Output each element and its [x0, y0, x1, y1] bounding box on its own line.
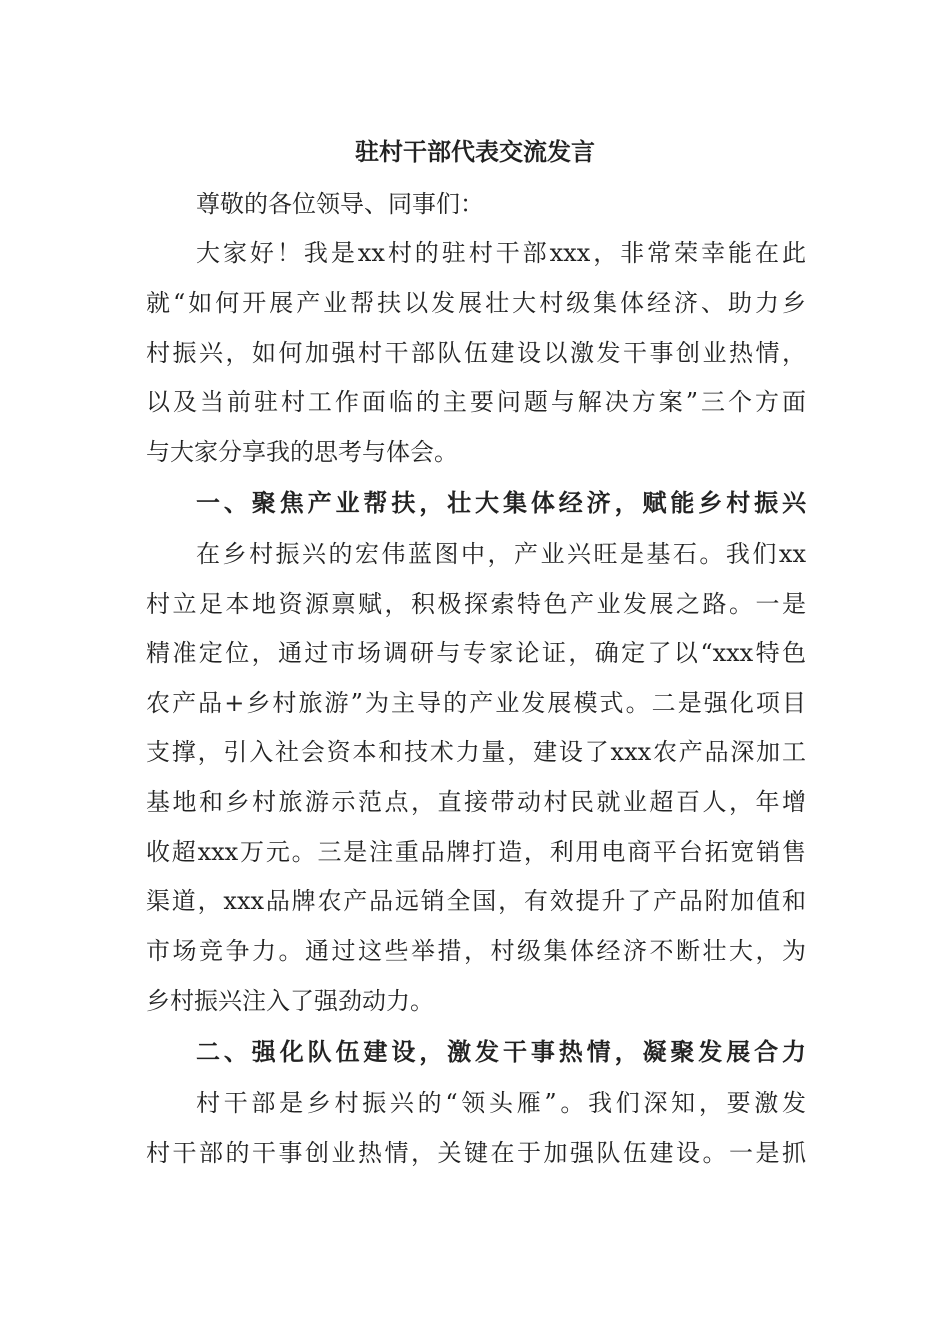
intro-line: 就“如何开展产业帮扶以发展壮大村级集体经济、助力乡	[146, 289, 806, 317]
paragraph-line: 支撑，引入社会资本和技术力量，建设了xxx农产品深加工	[146, 738, 806, 766]
paragraph-line: 精准定位，通过市场调研与专家论证，确定了以“xxx特色	[146, 639, 806, 667]
section-heading: 二、强化队伍建设，激发干事热情，凝聚发展合力	[196, 1037, 806, 1066]
paragraph-line: 收超xxx万元。三是注重品牌打造，利用电商平台拓宽销售	[146, 838, 806, 866]
document-title: 驻村干部代表交流发言	[355, 137, 595, 166]
paragraph-line: 基地和乡村旅游示范点，直接带动村民就业超百人，年增	[146, 788, 806, 816]
paragraph-line: 乡村振兴注入了强劲动力。	[146, 987, 434, 1015]
paragraph-line: 村干部的干事创业热情，关键在于加强队伍建设。一是抓	[146, 1139, 806, 1167]
section-heading: 一、聚焦产业帮扶，壮大集体经济，赋能乡村振兴	[196, 488, 806, 517]
paragraph-line: 村立足本地资源禀赋，积极探索特色产业发展之路。一是	[146, 590, 806, 618]
paragraph-line: 农产品+乡村旅游”为主导的产业发展模式。二是强化项目	[146, 689, 806, 717]
paragraph-line: 渠道，xxx品牌农产品远销全国，有效提升了产品附加值和	[146, 887, 806, 915]
intro-line: 大家好！我是xx村的驻村干部xxx，非常荣幸能在此	[196, 239, 806, 267]
paragraph-line: 村干部是乡村振兴的“领头雁”。我们深知，要激发	[196, 1089, 806, 1117]
salutation: 尊敬的各位领导、同事们：	[196, 190, 484, 218]
intro-line: 与大家分享我的思考与体会。	[146, 438, 458, 466]
intro-line: 村振兴，如何加强村干部队伍建设以激发干事创业热情，	[146, 339, 806, 367]
intro-line: 以及当前驻村工作面临的主要问题与解决方案”三个方面	[146, 388, 806, 416]
paragraph-line: 市场竞争力。通过这些举措，村级集体经济不断壮大，为	[146, 937, 806, 965]
paragraph-line: 在乡村振兴的宏伟蓝图中，产业兴旺是基石。我们xx	[196, 540, 806, 568]
